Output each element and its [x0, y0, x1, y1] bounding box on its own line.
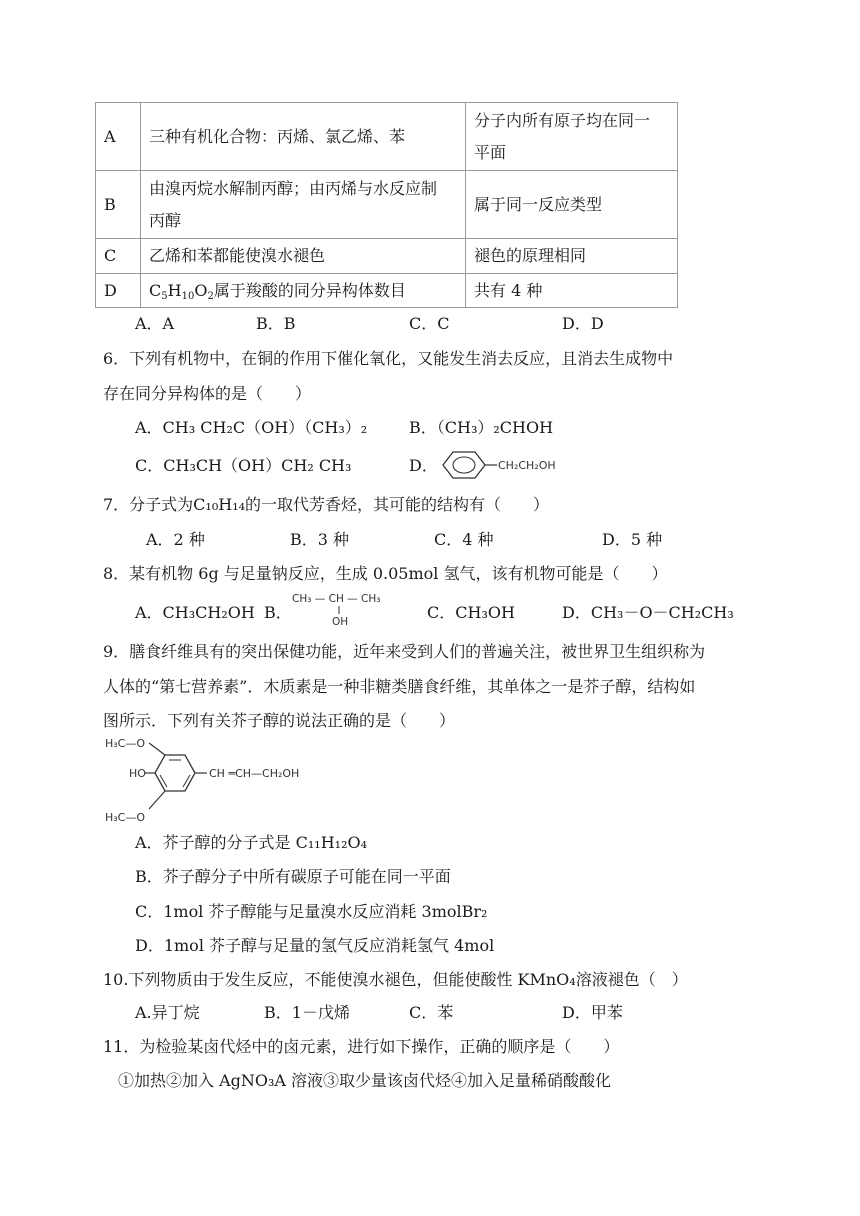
- conclusion-line-1: 分子内所有原子均在同一: [474, 110, 651, 130]
- methoxy-bottom: H₃C—O: [105, 811, 146, 824]
- q6-option-a: A．CH₃ CH₂C（OH）（CH₃）₂: [135, 418, 368, 437]
- q7-stem: 7．分子式为C₁₀H₁₄的一取代芳香烃，其可能的结构有（ ）: [103, 495, 550, 514]
- q8-option-a: A．CH₃CH₂OH: [135, 603, 255, 622]
- q5-option-b: B．B: [256, 314, 296, 333]
- hydroxyl-left: HO: [129, 767, 146, 780]
- q7-option-d: D．5 种: [602, 530, 663, 549]
- row-key: D: [96, 274, 141, 308]
- q11-stem: 11．为检验某卤代烃中的卤元素，进行如下操作，正确的顺序是（ ）: [103, 1037, 620, 1056]
- row-key: C: [96, 239, 141, 274]
- sinapyl-alcohol-structure: [103, 733, 333, 829]
- q10-option-d: D．甲苯: [562, 1003, 623, 1022]
- content-line-1: 由溴丙烷水解制丙醇；由丙烯与水反应制: [149, 178, 438, 198]
- benzene-ethanol-structure: [437, 448, 567, 482]
- q11-steps: ①加热②加入 AgNO₃A 溶液③取少量该卤代烃④加入足量稀硝酸酸化: [118, 1071, 612, 1090]
- q8-b-chain: CH₃ — CH — CH₃: [292, 593, 381, 605]
- table-row: [96, 274, 678, 308]
- q5-option-c: C．C: [409, 314, 450, 333]
- conclusion-line-2: 平面: [474, 142, 507, 162]
- q9-option-c: C．1mol 芥子醇能与足量溴水反应消耗 3molBr₂: [135, 902, 488, 921]
- isopropanol-structure: [290, 590, 390, 630]
- q6-d-substituent: CH₂CH₂OH: [498, 459, 556, 472]
- methoxy-top: H₃C—O: [105, 737, 146, 750]
- q8-stem: 8．某有机物 6g 与足量钠反应，生成 0.05mol 氢气，该有机物可能是（ ）: [103, 564, 668, 583]
- q10-option-c: C．苯: [409, 1003, 454, 1022]
- content-line-2: 丙醇: [149, 210, 182, 230]
- q7-option-b: B．3 种: [290, 530, 350, 549]
- q6-option-c: C．CH₃CH（OH）CH₂ CH₃: [135, 456, 352, 475]
- row-conclusion: 共有 4 种: [466, 274, 678, 308]
- q6-option-d-label: D．: [409, 456, 438, 475]
- q7-option-c: C．4 种: [434, 530, 494, 549]
- q9-stem-line-1: 9．膳食纤维具有的突出保健功能，近年来受到人们的普遍关注，被世界卫生组织称为: [103, 642, 706, 661]
- row-content: 三种有机化合物：丙烯、氯乙烯、苯: [141, 103, 466, 171]
- q6-stem-line-1: 6．下列有机物中，在铜的作用下催化氧化，又能发生消去反应，且消去生成物中: [103, 349, 674, 368]
- propenol-chain: CH ═CH—CH₂OH: [209, 767, 300, 780]
- q9-stem-line-2: 人体的“第七营养素”．木质素是一种非糖类膳食纤维，其单体之一是芥子醇，结构如: [103, 677, 696, 696]
- row-content: [141, 171, 466, 239]
- q9-option-b: B．芥子醇分子中所有碳原子可能在同一平面: [135, 867, 451, 886]
- q9-option-d: D．1mol 芥子醇与足量的氢气反应消耗氢气 4mol: [135, 936, 495, 955]
- q6-stem-line-2: 存在同分异构体的是（ ）: [103, 384, 312, 403]
- row-key: B: [96, 171, 141, 239]
- row-conclusion: 属于同一反应类型: [466, 171, 678, 239]
- row-key: A: [96, 103, 141, 171]
- q10-stem: 10.下列物质由于发生反应，不能使溴水褪色，但能使酸性 KMnO₄溶液褪色（ ）: [103, 970, 688, 989]
- q8-b-oh: OH: [332, 616, 349, 628]
- row-content: 乙烯和苯都能使溴水褪色: [141, 239, 466, 274]
- q9-stem-line-3: 图所示．下列有关芥子醇的说法正确的是（ ）: [103, 711, 456, 730]
- q10-option-b: B．1－戊烯: [264, 1003, 350, 1022]
- q5-option-d: D．D: [562, 314, 604, 333]
- benzene-circle-icon: [453, 457, 475, 473]
- q7-option-a: A．2 种: [146, 530, 205, 549]
- table-row: [96, 103, 678, 171]
- table-row: [96, 171, 678, 239]
- q10-option-a: A.异丁烷: [135, 1003, 200, 1022]
- benzene-ring-icon: [443, 452, 485, 478]
- q9-option-a: A．芥子醇的分子式是 C₁₁H₁₂O₄: [135, 833, 368, 852]
- options-table: [95, 102, 678, 308]
- q8-option-b-label: B．: [264, 603, 292, 622]
- row-content: $C_5H_{10}O_2$属于羧酸的同分异构体数目: [141, 274, 466, 308]
- q6-option-b: B．（CH₃）₂CHOH: [409, 418, 554, 437]
- q8-option-d: D．CH₃－O－CH₂CH₃: [562, 603, 734, 622]
- row-conclusion: [466, 103, 678, 171]
- row-conclusion: 褪色的原理相同: [466, 239, 678, 274]
- q8-option-c: C．CH₃OH: [427, 603, 515, 622]
- q5-option-a: A．A: [135, 314, 175, 333]
- table-row: [96, 239, 678, 274]
